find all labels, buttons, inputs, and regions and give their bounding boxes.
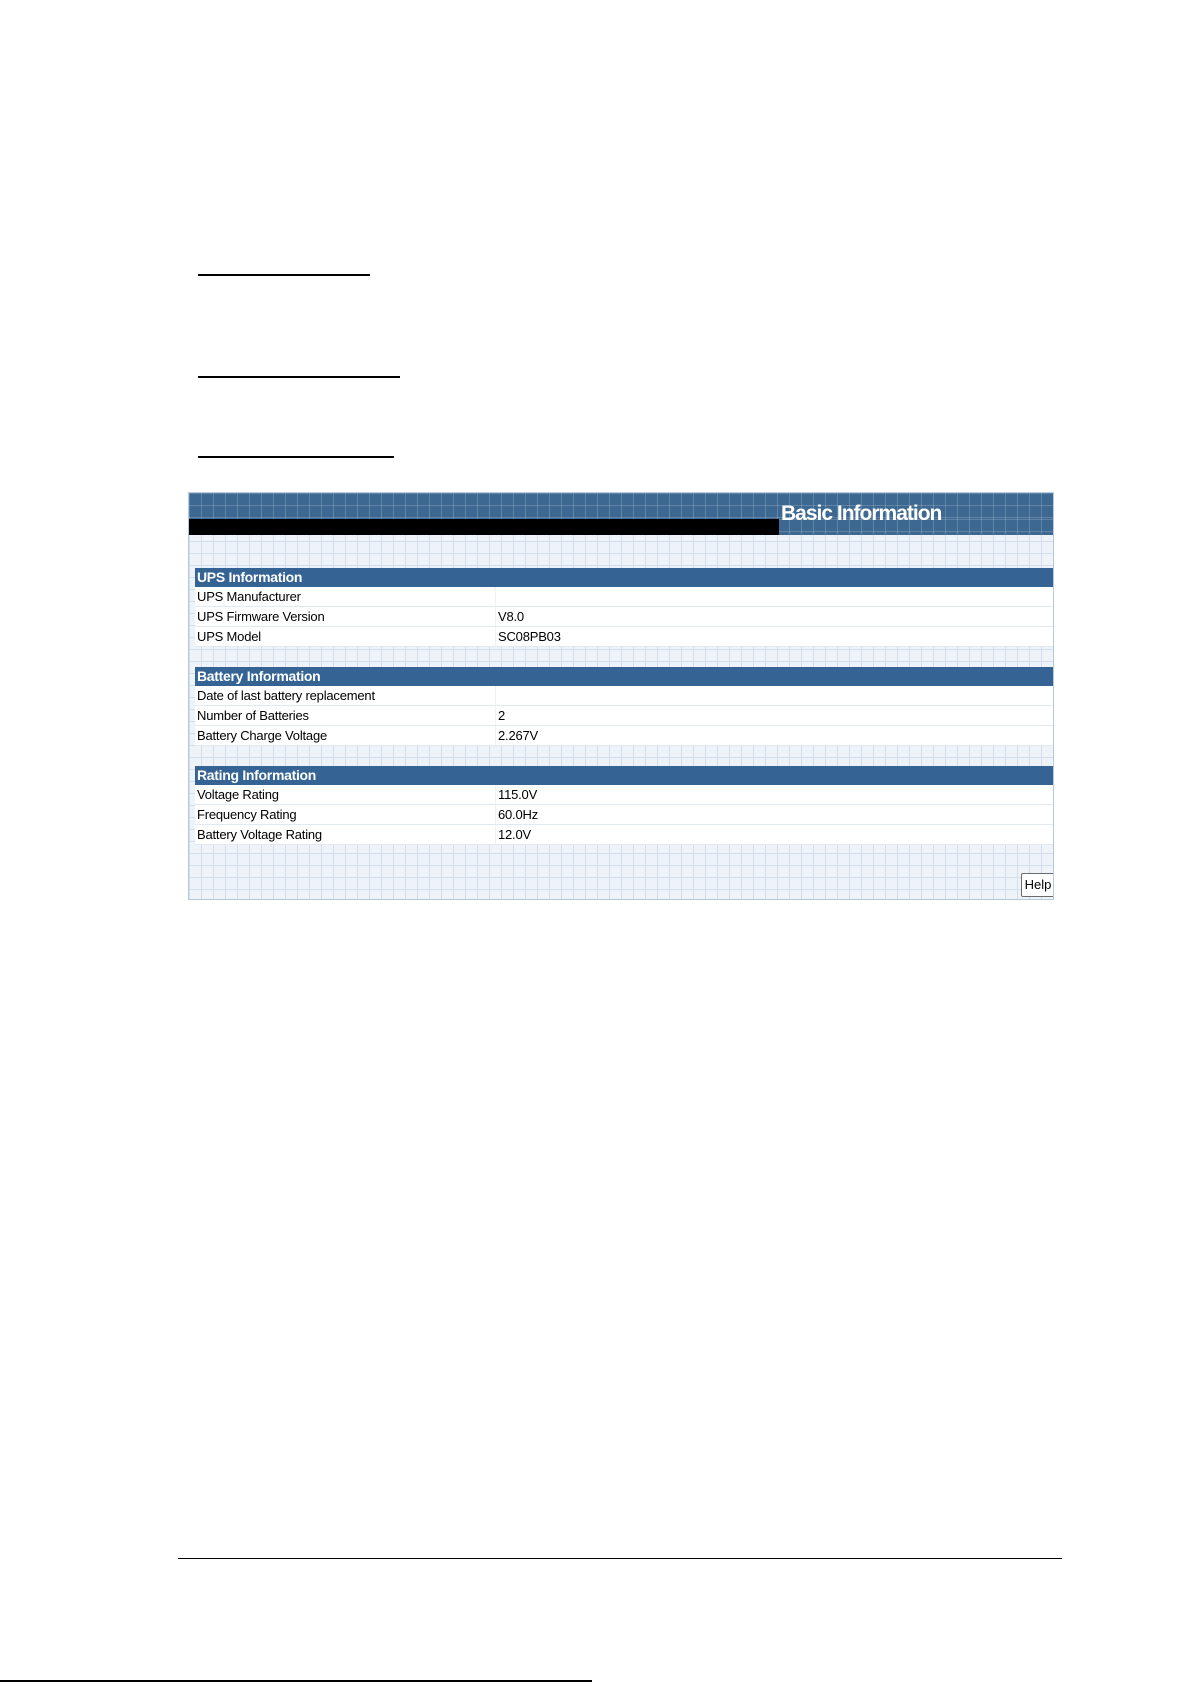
row-separator <box>495 587 496 606</box>
section-battery-information <box>195 667 1054 746</box>
help-button[interactable]: Help <box>1021 873 1054 897</box>
row-value: 2 <box>498 708 506 723</box>
section-header: Battery Information <box>195 667 1054 686</box>
row-separator <box>495 825 496 844</box>
row-label: UPS Manufacturer <box>197 589 301 604</box>
document-underline-2 <box>198 376 400 378</box>
row-label: Date of last battery replacement <box>197 688 375 703</box>
info-row-battery-charge-voltage <box>195 726 1054 746</box>
info-row-ups-firmware-version <box>195 607 1054 627</box>
row-value: 115.0V <box>498 787 538 802</box>
row-label: UPS Model <box>197 629 261 644</box>
row-label: Frequency Rating <box>197 807 297 822</box>
info-row-frequency-rating <box>195 805 1054 825</box>
row-label: UPS Firmware Version <box>197 609 325 624</box>
panel-title: Basic Information <box>781 502 942 525</box>
info-row-ups-model <box>195 627 1054 647</box>
row-value: 12.0V <box>498 827 531 842</box>
footer-rule <box>178 1558 1062 1559</box>
info-row-last-battery-replacement <box>195 686 1054 706</box>
row-separator <box>495 607 496 626</box>
section-rating-information <box>195 766 1054 845</box>
row-separator <box>495 805 496 824</box>
bottom-rule <box>0 1680 592 1682</box>
section-ups-information <box>195 568 1054 647</box>
basic-information-panel <box>188 492 1054 900</box>
row-label: Battery Charge Voltage <box>197 728 328 743</box>
row-value: 60.0Hz <box>498 807 538 822</box>
info-row-voltage-rating <box>195 785 1054 805</box>
section-header: Rating Information <box>195 766 1054 785</box>
row-value: SC08PB03 <box>498 629 561 644</box>
row-label: Voltage Rating <box>197 787 279 802</box>
row-separator <box>495 785 496 804</box>
info-row-number-of-batteries <box>195 706 1054 726</box>
info-row-ups-manufacturer <box>195 587 1054 607</box>
section-header: UPS Information <box>195 568 1054 587</box>
row-label: Battery Voltage Rating <box>197 827 322 842</box>
info-row-battery-voltage-rating <box>195 825 1054 845</box>
row-value: 2.267V <box>498 728 539 743</box>
information-sections <box>195 568 1054 865</box>
row-separator <box>495 686 496 705</box>
row-label: Number of Batteries <box>197 708 309 723</box>
row-separator <box>495 726 496 745</box>
document-underline-1 <box>198 274 370 276</box>
document-underline-3 <box>198 456 394 458</box>
panel-banner-black-bar <box>189 519 779 535</box>
row-separator <box>495 627 496 646</box>
row-value: V8.0 <box>498 609 524 624</box>
row-separator <box>495 706 496 725</box>
